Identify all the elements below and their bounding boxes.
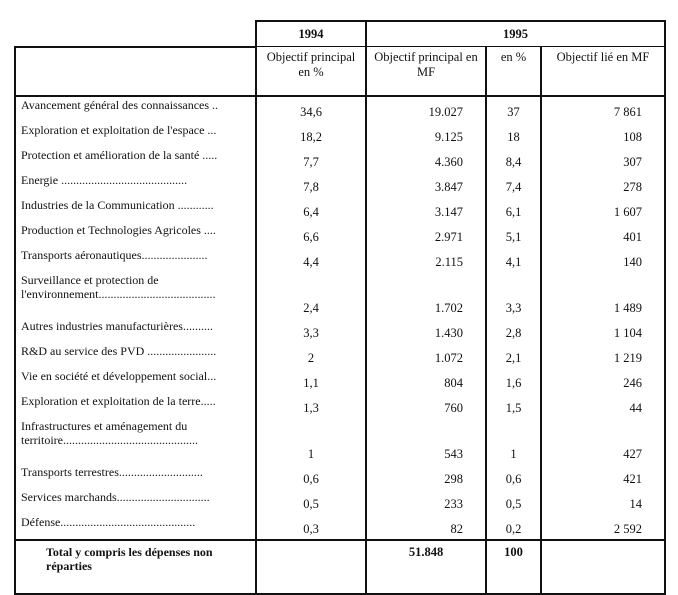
header-1995: 1995 bbox=[366, 21, 665, 47]
value-pct-1994: 3,3 bbox=[256, 318, 366, 343]
value-mf-1995: 2.971 bbox=[366, 222, 486, 247]
table-row bbox=[15, 343, 665, 368]
value-pct-1994: 0,5 bbox=[256, 489, 366, 514]
value-mf-1995: 1.702 bbox=[366, 272, 486, 318]
row-label: R&D au service des PVD ....................... bbox=[15, 343, 256, 368]
value-pct-1995: 2,8 bbox=[486, 318, 541, 343]
value-lie-mf: 278 bbox=[541, 172, 665, 197]
value-pct-1995: 1,6 bbox=[486, 368, 541, 393]
value-pct-1995: 0,5 bbox=[486, 489, 541, 514]
header-row-columns bbox=[15, 47, 665, 96]
value-mf-1995: 1.430 bbox=[366, 318, 486, 343]
total-pct-1994 bbox=[256, 540, 366, 594]
table-row bbox=[15, 514, 665, 540]
total-mf: 51.848 bbox=[366, 540, 486, 594]
value-pct-1994: 1,3 bbox=[256, 393, 366, 418]
header-corner bbox=[15, 21, 256, 47]
value-mf-1995: 543 bbox=[366, 418, 486, 464]
row-label: Transports aéronautiques...................... bbox=[15, 247, 256, 272]
row-label: Infrastructures et aménagement du territoire............................................. bbox=[15, 418, 256, 464]
value-mf-1995: 233 bbox=[366, 489, 486, 514]
value-lie-mf: 1 607 bbox=[541, 197, 665, 222]
value-pct-1994: 1 bbox=[256, 418, 366, 464]
value-pct-1995: 6,1 bbox=[486, 197, 541, 222]
total-lie bbox=[541, 540, 665, 594]
value-pct-1994: 1,1 bbox=[256, 368, 366, 393]
value-pct-1994: 0,3 bbox=[256, 514, 366, 540]
row-label: Services marchands............................... bbox=[15, 489, 256, 514]
value-pct-1995: 3,3 bbox=[486, 272, 541, 318]
value-mf-1995: 804 bbox=[366, 368, 486, 393]
value-pct-1994: 0,6 bbox=[256, 464, 366, 489]
value-pct-1994: 7,8 bbox=[256, 172, 366, 197]
value-mf-1995: 4.360 bbox=[366, 147, 486, 172]
table-row bbox=[15, 272, 665, 318]
value-lie-mf: 401 bbox=[541, 222, 665, 247]
header-label-cell bbox=[15, 47, 256, 96]
row-label: Défense............................................. bbox=[15, 514, 256, 540]
value-mf-1995: 19.027 bbox=[366, 96, 486, 122]
row-label: Protection et amélioration de la santé ..... bbox=[15, 147, 256, 172]
value-pct-1995: 1 bbox=[486, 418, 541, 464]
value-pct-1995: 2,1 bbox=[486, 343, 541, 368]
value-lie-mf: 421 bbox=[541, 464, 665, 489]
table-row bbox=[15, 122, 665, 147]
value-lie-mf: 1 219 bbox=[541, 343, 665, 368]
table-row bbox=[15, 393, 665, 418]
value-lie-mf: 2 592 bbox=[541, 514, 665, 540]
value-lie-mf: 307 bbox=[541, 147, 665, 172]
table-row bbox=[15, 318, 665, 343]
row-label: Surveillance et protection de l'environnement....................................... bbox=[15, 272, 256, 318]
value-mf-1995: 2.115 bbox=[366, 247, 486, 272]
row-label: Energie .......................................... bbox=[15, 172, 256, 197]
value-mf-1995: 760 bbox=[366, 393, 486, 418]
header-objectif-lie-mf: Objectif lié en MF bbox=[541, 47, 665, 96]
table-row bbox=[15, 368, 665, 393]
value-lie-mf: 7 861 bbox=[541, 96, 665, 122]
value-pct-1995: 37 bbox=[486, 96, 541, 122]
header-objectif-principal-mf: Objectif principal en MF bbox=[366, 47, 486, 96]
value-mf-1995: 9.125 bbox=[366, 122, 486, 147]
value-pct-1995: 7,4 bbox=[486, 172, 541, 197]
table-row bbox=[15, 172, 665, 197]
value-lie-mf: 1 104 bbox=[541, 318, 665, 343]
value-pct-1995: 4,1 bbox=[486, 247, 541, 272]
value-pct-1995: 0,2 bbox=[486, 514, 541, 540]
budget-table bbox=[14, 20, 666, 595]
value-pct-1994: 2,4 bbox=[256, 272, 366, 318]
value-lie-mf: 140 bbox=[541, 247, 665, 272]
table-row bbox=[15, 197, 665, 222]
value-pct-1994: 6,4 bbox=[256, 197, 366, 222]
value-mf-1995: 82 bbox=[366, 514, 486, 540]
value-pct-1994: 6,6 bbox=[256, 222, 366, 247]
value-pct-1995: 8,4 bbox=[486, 147, 541, 172]
row-label: Transports terrestres............................ bbox=[15, 464, 256, 489]
header-pct-1995: en % bbox=[486, 47, 541, 96]
header-objectif-principal-pct-1994: Objectif principal en % bbox=[256, 47, 366, 96]
value-lie-mf: 14 bbox=[541, 489, 665, 514]
value-pct-1994: 18,2 bbox=[256, 122, 366, 147]
row-label: Exploration et exploitation de la terre..... bbox=[15, 393, 256, 418]
value-pct-1994: 7,7 bbox=[256, 147, 366, 172]
table-row bbox=[15, 247, 665, 272]
row-label: Autres industries manufacturières.......... bbox=[15, 318, 256, 343]
value-lie-mf: 427 bbox=[541, 418, 665, 464]
total-row bbox=[15, 540, 665, 594]
row-label: Production et Technologies Agricoles .... bbox=[15, 222, 256, 247]
total-pct-1995: 100 bbox=[486, 540, 541, 594]
value-lie-mf: 246 bbox=[541, 368, 665, 393]
table-row bbox=[15, 464, 665, 489]
value-mf-1995: 298 bbox=[366, 464, 486, 489]
value-pct-1995: 0,6 bbox=[486, 464, 541, 489]
value-pct-1994: 2 bbox=[256, 343, 366, 368]
value-lie-mf: 108 bbox=[541, 122, 665, 147]
value-pct-1995: 1,5 bbox=[486, 393, 541, 418]
value-mf-1995: 3.147 bbox=[366, 197, 486, 222]
table-row bbox=[15, 222, 665, 247]
row-label: Vie en société et développement social... bbox=[15, 368, 256, 393]
header-row-years bbox=[15, 21, 665, 47]
value-mf-1995: 3.847 bbox=[366, 172, 486, 197]
row-label: Industries de la Communication ............ bbox=[15, 197, 256, 222]
value-pct-1995: 18 bbox=[486, 122, 541, 147]
value-pct-1994: 4,4 bbox=[256, 247, 366, 272]
table-row bbox=[15, 489, 665, 514]
value-pct-1994: 34,6 bbox=[256, 96, 366, 122]
value-lie-mf: 1 489 bbox=[541, 272, 665, 318]
value-lie-mf: 44 bbox=[541, 393, 665, 418]
table-row bbox=[15, 96, 665, 122]
table-row bbox=[15, 418, 665, 464]
row-label: Exploration et exploitation de l'espace ... bbox=[15, 122, 256, 147]
total-label: Total y compris les dépenses non réparties bbox=[15, 540, 256, 594]
header-1994: 1994 bbox=[256, 21, 366, 47]
table-row bbox=[15, 147, 665, 172]
value-pct-1995: 5,1 bbox=[486, 222, 541, 247]
value-mf-1995: 1.072 bbox=[366, 343, 486, 368]
row-label: Avancement général des connaissances .. bbox=[15, 96, 256, 122]
